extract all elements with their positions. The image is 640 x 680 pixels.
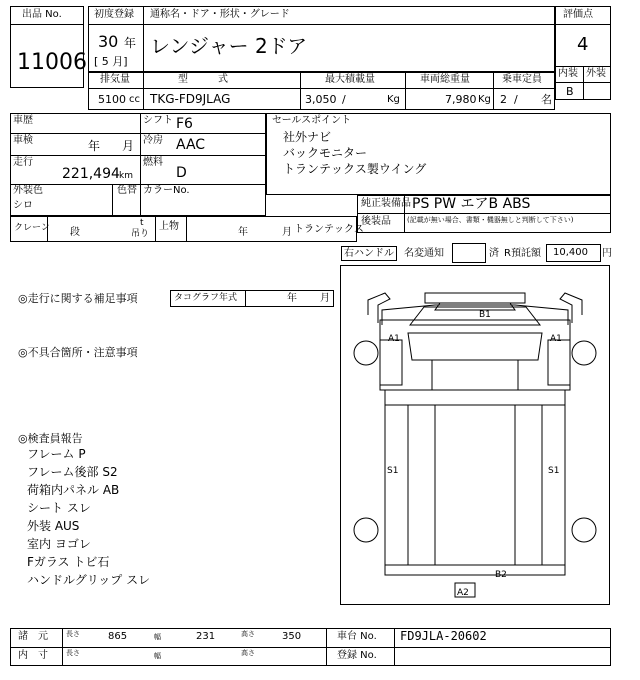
inspector-item: 室内 ヨゴレ xyxy=(27,537,91,551)
fuel-label: 燃料 xyxy=(143,157,163,168)
tacho-year: 年 xyxy=(287,293,297,304)
inspector-item: 荷箱内パネル AB xyxy=(27,483,120,497)
inspector-item: シート スレ xyxy=(27,501,91,515)
inspection-year: 年 xyxy=(88,139,101,153)
inner-height-label: 高さ xyxy=(241,649,255,657)
recycle-deposit-label: R預託額 xyxy=(504,248,541,259)
disp-value: 5100 xyxy=(98,93,126,106)
reg-year-unit: 年 xyxy=(124,36,137,50)
capacity-unit: 名 xyxy=(541,93,552,106)
chassis-value: FD9JLA-20602 xyxy=(400,629,487,643)
name-change-label: 名変通知 xyxy=(404,248,444,259)
ext-color-value: シロ xyxy=(13,200,33,211)
lot-label: 出品 No. xyxy=(22,9,62,20)
inspector-item: フレーム後部 S2 xyxy=(27,465,118,479)
defects-label: ◎不具合箇所・注意事項 xyxy=(18,346,138,359)
gross-label: 車両総重量 xyxy=(420,74,470,85)
upper-year: 年 xyxy=(238,227,248,238)
inspector-item: ハンドルグリップ スレ xyxy=(27,573,151,587)
fuel-value: D xyxy=(176,165,187,181)
inspection-label: 車検 xyxy=(13,135,33,146)
disp-label: 排気量 xyxy=(100,74,130,85)
model-name: レンジャー 2ドア xyxy=(150,34,308,58)
name-change-box xyxy=(452,243,486,263)
equipment-value: PS PW エアB ABS xyxy=(412,196,531,212)
driving-notes-label: ◎走行に関する補足事項 xyxy=(18,292,138,305)
upper-month: 月 xyxy=(282,227,292,238)
yen-label: 円 xyxy=(602,248,612,259)
color-change-label: 色替 xyxy=(117,185,137,196)
shift-label: シフト xyxy=(143,115,173,126)
truck-damage-diagram xyxy=(340,265,610,605)
crane-hang-label: 吊り xyxy=(131,229,150,239)
exterior-grade-label: 外装 xyxy=(586,68,606,79)
inner-dims-label: 内 寸 xyxy=(18,650,48,661)
damage-label: B2 xyxy=(495,570,507,580)
load-sep: / xyxy=(342,93,346,106)
capacity-sep: / xyxy=(514,93,518,106)
history-label: 車歴 xyxy=(13,115,33,126)
damage-label: S1 xyxy=(387,466,399,476)
mileage-value: 221,494 xyxy=(62,166,120,182)
reg-year: 30 xyxy=(98,32,119,51)
sales-label: セールスポイント xyxy=(272,115,352,126)
height-value: 350 xyxy=(282,631,302,642)
dims-label: 諸 元 xyxy=(18,631,48,642)
load-label: 最大積載量 xyxy=(325,74,375,85)
crane-stage-label: 段 xyxy=(70,227,80,238)
sales-point: バックモニター xyxy=(283,146,368,160)
tacho-label: タコグラフ年式 xyxy=(174,293,238,303)
grade-label: 評価点 xyxy=(563,9,593,20)
recycle-amount: 10,400 xyxy=(553,247,588,258)
aftermarket-label: 後装品 xyxy=(361,216,391,227)
length-label: 長さ xyxy=(66,630,80,638)
inspector-item: フレーム P xyxy=(27,447,86,461)
crane-label: クレーン xyxy=(14,223,50,233)
upper-label: 上物 xyxy=(159,221,179,232)
width-label: 幅 xyxy=(154,633,161,641)
equipment-label: 純正装備品 xyxy=(361,198,411,209)
shift-value: F6 xyxy=(176,116,193,132)
sales-point: トランテックス製ウイング xyxy=(283,162,427,176)
damage-label: A2 xyxy=(457,588,469,598)
history-box xyxy=(10,113,266,216)
height-label: 高さ xyxy=(241,630,255,638)
lot-number: 11006 xyxy=(17,50,87,75)
interior-grade-value: B xyxy=(566,85,574,98)
reg-no-label: 登録 No. xyxy=(337,650,377,661)
load-value: 3,050 xyxy=(305,93,337,106)
mileage-unit: km xyxy=(119,171,133,181)
inspection-month: 月 xyxy=(122,139,135,153)
score-value: 4 xyxy=(577,34,589,55)
inspector-label: ◎検査員報告 xyxy=(18,432,83,445)
rhd-label: 右ハンドル xyxy=(344,248,394,259)
crane-ton-label: t xyxy=(140,218,144,228)
damage-label: B1 xyxy=(479,310,491,320)
inspector-item: 外装 AUS xyxy=(27,519,80,533)
color-no-label: カラーNo. xyxy=(143,185,190,196)
inspector-item: Fガラス トビ石 xyxy=(27,555,110,569)
disp-unit: cc xyxy=(129,94,140,105)
capacity-value: 2 xyxy=(500,93,507,106)
mileage-label: 走行 xyxy=(13,157,33,168)
inner-width-label: 幅 xyxy=(154,652,161,660)
tacho-month: 月 xyxy=(320,293,330,304)
ac-value: AAC xyxy=(176,137,206,153)
aftermarket-note: (記載が無い場合、書類・機器無しと判断して下さい) xyxy=(407,216,574,224)
model-code-label: 型 式 xyxy=(178,74,228,85)
damage-label: A1 xyxy=(550,334,562,344)
interior-grade-label: 内装 xyxy=(558,68,578,79)
recycle-label: 済 xyxy=(489,248,499,259)
capacity-label: 乗車定員 xyxy=(502,74,542,85)
upper-maker: トランテックス xyxy=(294,224,364,235)
sales-point: 社外ナビ xyxy=(283,130,332,144)
inner-length-label: 長さ xyxy=(66,649,80,657)
gross-value: 7,980 xyxy=(445,93,477,106)
reg-month: [ 5 月] xyxy=(94,55,128,68)
name-label: 通称名・ドア・形状・グレード xyxy=(150,9,290,20)
reg-label: 初度登録 xyxy=(94,9,134,20)
ac-label: 冷房 xyxy=(143,135,163,146)
damage-label: S1 xyxy=(548,466,560,476)
load-kg: Kg xyxy=(387,94,400,105)
length-value: 865 xyxy=(108,631,128,642)
damage-label: A1 xyxy=(388,334,400,344)
ext-color-label: 外装色 xyxy=(13,185,43,196)
chassis-label: 車台 No. xyxy=(337,631,377,642)
width-value: 231 xyxy=(196,631,216,642)
gross-kg: Kg xyxy=(478,94,491,105)
model-code: TKG-FD9JLAG xyxy=(150,92,231,106)
